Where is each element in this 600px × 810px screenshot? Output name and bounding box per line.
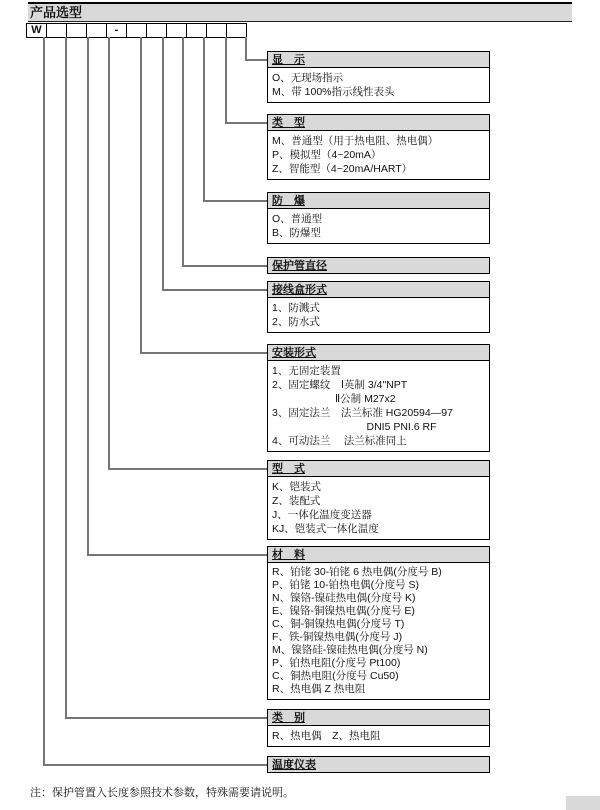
option-item: J、一体化温度变送器 [272, 509, 372, 521]
model-code-box [186, 23, 207, 38]
section-explosion-proof [267, 192, 490, 244]
option-item: O、无现场指示 [272, 72, 344, 84]
section-title: 温度仪表 [272, 759, 316, 771]
connector-hline [43, 764, 267, 766]
connector-hline [245, 59, 267, 61]
section-junction-box-items [267, 298, 490, 333]
connector-hline [108, 468, 267, 470]
model-code-box [66, 23, 87, 38]
option-item: 1、防溅式 [272, 302, 320, 314]
section-tube-diameter-header [267, 257, 490, 274]
section-type-header [267, 114, 490, 131]
option-item: 4、可动法兰 法兰标准同上 [272, 435, 407, 447]
option-item: R、热电偶 Z、热电阻 [272, 730, 381, 742]
connector-vline [225, 37, 227, 124]
connector-vline [203, 37, 205, 202]
connector-vline [65, 37, 67, 719]
section-material [267, 546, 490, 700]
section-temperature-instrument-header [267, 756, 490, 773]
option-item: C、铜-铜镍热电偶(分度号 T) [272, 618, 405, 630]
section-type [267, 114, 490, 180]
footnote: 注：保护管置入长度参照技术参数，特殊需要请说明。 [30, 787, 294, 799]
connector-vline [43, 37, 45, 766]
section-mounting-header [267, 344, 490, 361]
section-junction-box-header [267, 281, 490, 298]
model-code-box [126, 23, 147, 38]
connector-hline [225, 122, 267, 124]
section-tube-diameter [267, 257, 490, 274]
option-item: Z、装配式 [272, 495, 321, 507]
section-explosion-proof-header [267, 192, 490, 209]
model-code-box [86, 23, 107, 38]
connector-hline [87, 554, 267, 556]
model-code-box [206, 23, 227, 38]
section-title: 材 料 [272, 549, 305, 561]
section-title: 显 示 [272, 54, 305, 66]
option-item: 2、防水式 [272, 316, 320, 328]
section-display-items [267, 68, 490, 103]
section-type-items [267, 131, 490, 180]
option-item: K、铠装式 [272, 481, 322, 493]
page-title-banner [28, 2, 572, 22]
option-item: DNI5 PNI.6 RF [272, 421, 437, 433]
option-item: R、铂铑 30-铂铑 6 热电偶(分度号 B) [272, 566, 442, 578]
section-display [267, 51, 490, 103]
section-style [267, 460, 490, 540]
model-code-box [166, 23, 187, 38]
connector-hline [140, 352, 267, 354]
connector-hline [65, 717, 267, 719]
connector-vline [140, 37, 142, 354]
option-item: M、带 100%指示线性表头 [272, 86, 395, 98]
option-item: P、铂热电阻(分度号 Pt100) [272, 657, 401, 669]
option-item: M、镍铬硅-镍硅热电偶(分度号 N) [272, 644, 428, 656]
section-junction-box [267, 281, 490, 333]
section-mounting-items [267, 361, 490, 452]
section-style-items [267, 477, 490, 540]
section-mounting [267, 344, 490, 452]
model-code-box [226, 23, 247, 38]
section-title: 接线盒形式 [272, 284, 327, 296]
section-title: 保护管直径 [272, 260, 327, 272]
option-item: M、普通型（用于热电阻、热电偶） [272, 135, 439, 147]
section-style-header [267, 460, 490, 477]
option-item: R、热电偶 Z 热电阻 [272, 683, 366, 695]
model-code-box: W [26, 23, 47, 38]
section-category-items [267, 726, 490, 747]
model-code-box [146, 23, 167, 38]
section-category-header [267, 709, 490, 726]
section-title: 型 式 [272, 463, 305, 475]
model-code-box [46, 23, 67, 38]
section-material-header [267, 546, 490, 563]
connector-vline [245, 37, 247, 61]
option-item: P、模拟型（4~20mA） [272, 149, 382, 161]
connector-hline [162, 289, 267, 291]
section-title: 防 爆 [272, 195, 305, 207]
option-item: P、铂铑 10-铂热电偶(分度号 S) [272, 579, 420, 591]
section-temperature-instrument [267, 756, 490, 773]
connector-hline [203, 200, 267, 202]
option-item: E、镍铬-铜镍热电偶(分度号 E) [272, 605, 415, 617]
option-item: N、镍铬-镍硅热电偶(分度号 K) [272, 592, 416, 604]
option-item: Ⅱ公制 M27x2 [272, 393, 396, 405]
model-code-boxes [26, 23, 247, 38]
option-item: B、防爆型 [272, 227, 322, 239]
model-code-box: - [106, 23, 127, 38]
option-item: 3、固定法兰 法兰标准 HG20594—97 [272, 407, 453, 419]
page-title: 产品选型 [30, 5, 83, 20]
option-item: KJ、铠装式一体化温度 [272, 523, 379, 535]
connector-vline [108, 37, 110, 470]
option-item: C、铜热电阻(分度号 Cu50) [272, 670, 399, 682]
connector-vline [162, 37, 164, 291]
section-title: 类 别 [272, 712, 305, 724]
section-title: 安装形式 [272, 347, 316, 359]
connector-vline [182, 37, 184, 267]
page-corner-mark [566, 796, 600, 810]
section-material-items [267, 563, 490, 700]
section-category [267, 709, 490, 747]
option-item: F、铁-铜镍热电偶(分度号 J) [272, 631, 403, 643]
option-item: 2、固定螺纹 Ⅰ英制 3/4"NPT [272, 379, 408, 391]
section-display-header [267, 51, 490, 68]
section-explosion-proof-items [267, 209, 490, 244]
connector-hline [182, 265, 267, 267]
option-item: O、普通型 [272, 213, 323, 225]
connector-vline [87, 37, 89, 556]
option-item: Z、智能型（4~20mA/HART） [272, 163, 413, 175]
option-item: 1、无固定装置 [272, 365, 341, 377]
section-title: 类 型 [272, 117, 305, 129]
